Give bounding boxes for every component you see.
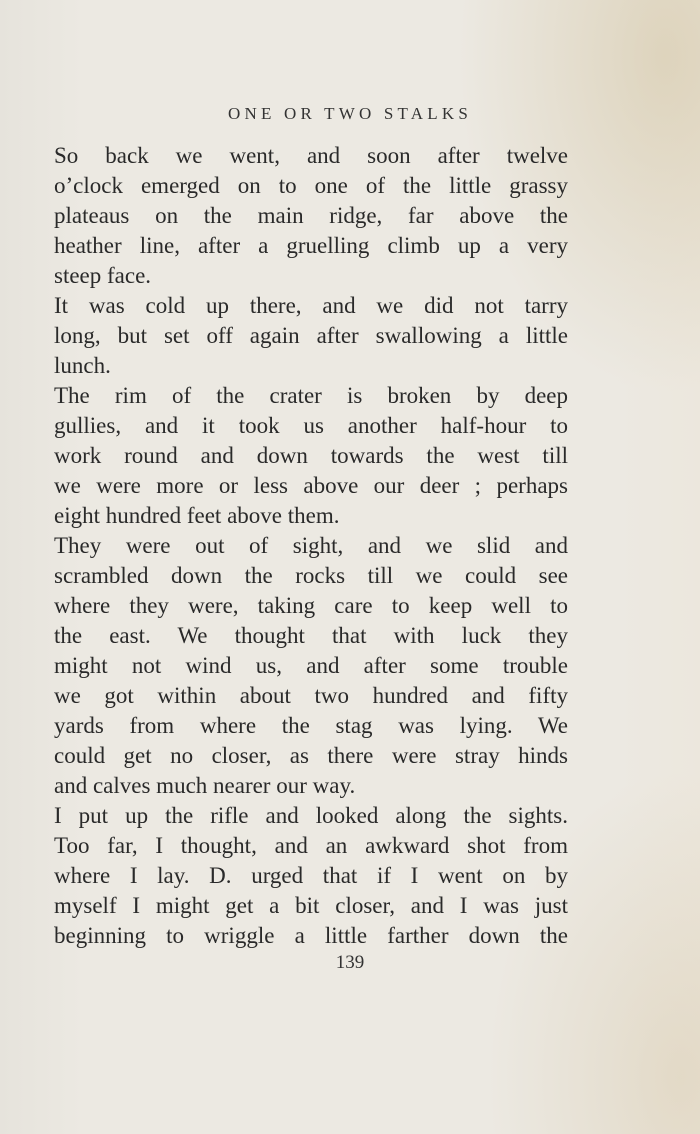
text-line: could get no closer, as there were stray hinds xyxy=(54,743,568,768)
text-line: long, but set off again after swallowing a little xyxy=(54,323,568,348)
text-line: gullies, and it took us another half-hour to xyxy=(54,413,568,438)
text-line: where I lay. D. urged that if I went on by xyxy=(54,863,568,888)
text-line: The rim of the crater is broken by deep xyxy=(54,383,568,408)
text-line: steep face. xyxy=(54,263,152,288)
text-line: Too far, I thought, and an awkward shot from xyxy=(54,833,568,858)
text-line: we were more or less above our deer ; perhaps xyxy=(54,473,568,498)
text-line: o’clock emerged on to one of the little grassy xyxy=(54,173,568,198)
text-line: plateaus on the main ridge, far above the xyxy=(54,203,568,228)
text-line: I put up the rifle and looked along the sights. xyxy=(54,803,568,828)
paragraph-1 xyxy=(54,141,568,291)
text-line: yards from where the stag was lying. We xyxy=(54,713,568,738)
text-line: the east. We thought that with luck they xyxy=(54,623,568,648)
running-head: ONE OR TWO STALKS xyxy=(228,104,472,123)
text-line: work round and down towards the west till xyxy=(54,443,568,468)
paragraph-5 xyxy=(54,801,568,951)
body-text xyxy=(54,141,568,951)
text-line: heather line, after a gruelling climb up a very xyxy=(54,233,568,258)
text-line: we got within about two hundred and fifty xyxy=(54,683,568,708)
text-line: myself I might get a bit closer, and I was just xyxy=(54,893,568,918)
paragraph-2 xyxy=(54,291,568,381)
text-line: might not wind us, and after some trouble xyxy=(54,653,568,678)
text-line: eight hundred feet above them. xyxy=(54,503,340,528)
page-number: 139 xyxy=(335,952,365,973)
paragraph-3 xyxy=(54,381,568,531)
paragraph-4 xyxy=(54,531,568,801)
text-line: and calves much nearer our way. xyxy=(54,773,356,798)
text-line: It was cold up there, and we did not tarry xyxy=(54,293,568,318)
text-line: lunch. xyxy=(54,353,111,378)
text-line: beginning to wriggle a little farther down the xyxy=(54,923,568,948)
text-line: scrambled down the rocks till we could see xyxy=(54,563,568,588)
text-line: where they were, taking care to keep well to xyxy=(54,593,568,618)
text-line: So back we went, and soon after twelve xyxy=(54,143,568,168)
text-line: They were out of sight, and we slid and xyxy=(54,533,568,558)
